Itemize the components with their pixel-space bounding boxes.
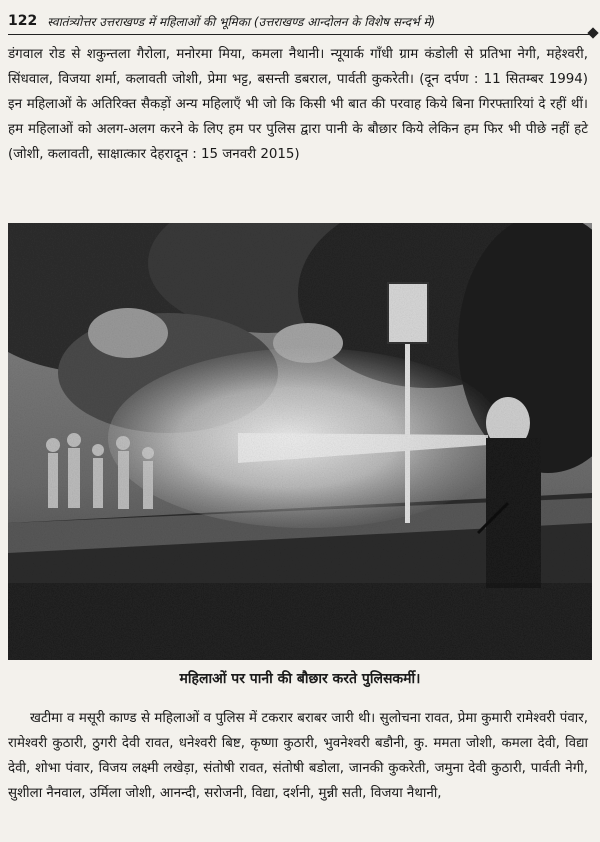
photo-water-cannon bbox=[8, 223, 592, 660]
paragraph-1: डंगवाल रोड से शकुन्तला गैरोला, मनोरमा मिया, कमला नैथानी। न्यूयार्क गाँधी ग्राम कंडोली से प्रतिभा नेगी, महेश्वरी, सिंधवाल, विजया शर्मा, कलावती जोशी, प्रेमा भट्ट, बसन्ती डबराल, पार्वती कुकरेती। (दून दर्पण : 11 सितम्बर 1994) इन महिलाओं के अतिरिक्त सैकड़ों अन्य महिलाएँ भी जो कि किसी भी बात की परवाह किये बिना गिरफ्तारियां दे रहीं थीं। हम महिलाओं को अलग-अलग करने के लिए हम पर पुलिस द्वारा पानी के बौछार किये लेकिन हम फिर भी पीछे नहीं हटे (जोशी, कलावती, साक्षात्कार देहरादून : 15 जनवरी 2015) bbox=[8, 47, 588, 162]
header-rule bbox=[8, 34, 592, 35]
running-header-title: स्वातंत्र्योत्तर उत्तराखण्ड में महिलाओं की भूमिका (उत्तराखण्ड आन्दोलन के विशेष सन्दर्भ में) bbox=[47, 14, 436, 29]
photo-drawing bbox=[8, 223, 592, 660]
page-number: 122 bbox=[8, 13, 38, 29]
figure-caption: महिलाओं पर पानी की बौछार करते पुलिसकर्मी। bbox=[179, 671, 421, 687]
running-header bbox=[8, 10, 592, 32]
paragraph-2: खटीमा व मसूरी काण्ड से महिलाओं व पुलिस में टकरार बराबर जारी थी। सुलोचना रावत, प्रेमा कुमारी रामेश्वरी पंवार, रामेश्वरी कुठारी, ठुगरी देवी रावत, धनेश्वरी बिष्ट, कृष्णा कुठारी, भुवनेश्वरी बडौनी, कु. ममता जोशी, कमला देवी, विद्या देवी, शोभा पंवार, विजय लक्ष्मी लखेड़ा, संतोषी रावत, संतोषी बडोला, जानकी कुकरेती, जमुना देवी कुठारी, पार्वती नेगी, सुशीला नैनवाल, उर्मिला जोशी, आनन्दी, सरोजनी, विद्या, दर्शनी, मुन्नी सती, विजया नैथानी, bbox=[8, 711, 588, 801]
